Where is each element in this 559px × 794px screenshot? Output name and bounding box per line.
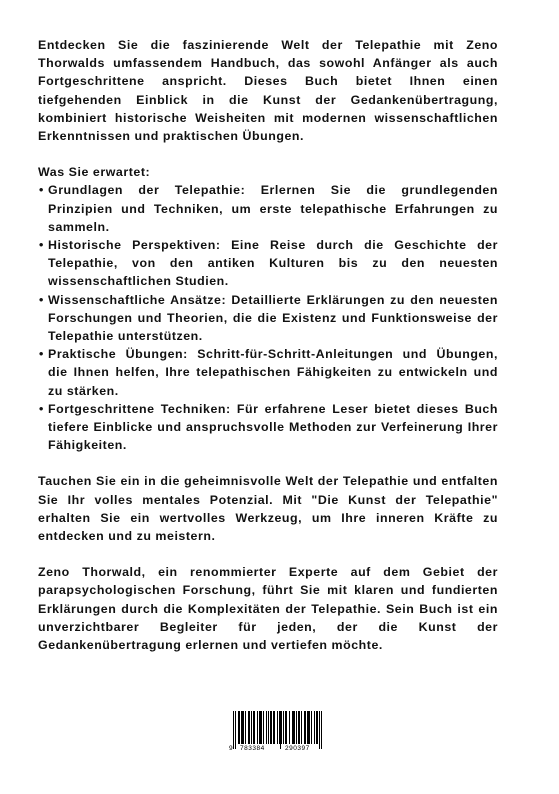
spacer bbox=[38, 145, 498, 163]
barcode-bar bbox=[257, 711, 258, 744]
list-item-text: Praktische Übungen: Schritt-für-Schritt-Anleitungen und Übungen, die Ihnen helfen, Ihre telepathischen Fähigkeiten zu entwickeln und zu stärken. bbox=[48, 347, 498, 398]
barcode-bar bbox=[311, 711, 312, 744]
barcode-left-group: 783384 bbox=[240, 745, 265, 752]
barcode-bar bbox=[279, 711, 280, 744]
bullet-icon: • bbox=[39, 347, 44, 362]
dive-in-paragraph: Tauchen Sie ein in die geheimnisvolle Welt der Telepathie und entfalten Sie Ihr volles mentales Potenzial. Mit "Die Kunst der Telepathie" erhalten Sie ein wertvolles Werkzeug, um Ihre inneren Kräfte zu entdecken und zu meistern. bbox=[38, 474, 498, 544]
barcode-bar bbox=[249, 711, 250, 744]
barcode-bar bbox=[292, 711, 293, 744]
isbn-barcode bbox=[230, 711, 322, 751]
barcode-bar bbox=[260, 711, 261, 744]
list-item bbox=[38, 345, 498, 400]
bullet-icon: • bbox=[39, 183, 44, 198]
barcode-bar bbox=[253, 711, 254, 744]
spacer bbox=[38, 545, 498, 563]
barcode-bar bbox=[263, 711, 264, 744]
bullet-icon: • bbox=[39, 292, 44, 307]
bullet-icon: • bbox=[39, 238, 44, 253]
barcode-bar bbox=[304, 711, 305, 744]
barcode-bar bbox=[251, 711, 252, 744]
barcode-bar bbox=[233, 711, 234, 749]
barcode-bar bbox=[259, 711, 260, 744]
barcode-bar bbox=[309, 711, 310, 744]
barcode-bar bbox=[286, 711, 287, 744]
feature-list bbox=[38, 181, 498, 454]
barcode-bar bbox=[268, 711, 269, 744]
barcode-bar bbox=[294, 711, 295, 744]
back-cover-text bbox=[38, 36, 498, 654]
barcode-bar bbox=[283, 711, 284, 744]
barcode-bar bbox=[271, 711, 272, 744]
barcode-bar bbox=[238, 711, 239, 744]
barcode-bar bbox=[239, 711, 240, 744]
list-item-text: Historische Perspektiven: Eine Reise durch die Geschichte der Telepathie, von den antiken Kulturen bis zu den neuesten wissenschaftlichen Studien. bbox=[48, 238, 498, 289]
barcode-bar bbox=[245, 711, 246, 744]
barcode-bar bbox=[270, 711, 271, 744]
author-paragraph: Zeno Thorwald, ein renommierter Experte auf dem Gebiet der parapsychologischen Forschung, führt Sie mit klaren und fundierten Erklärungen durch die Komplexitäten der Telepathie. Sein Buch ist ein unverzichtbarer Begleiter für jeden, der die Kunst der Gedankenübertragung erlernen und vertiefen möchte. bbox=[38, 565, 498, 653]
barcode-bar bbox=[266, 711, 267, 744]
list-item bbox=[38, 291, 498, 346]
barcode-bar bbox=[308, 711, 309, 744]
barcode-bar bbox=[235, 711, 236, 749]
barcode-bars bbox=[230, 711, 322, 749]
barcode-bar bbox=[243, 711, 244, 744]
expect-heading: Was Sie erwartet: bbox=[38, 165, 151, 180]
list-item-text: Wissenschaftliche Ansätze: Detaillierte Erklärungen zu den neuesten Forschungen und Theorien, die die Existenz und Funktionsweise der Telepathie unterstützen. bbox=[48, 292, 498, 344]
barcode-bar bbox=[280, 711, 281, 749]
list-item-text: Fortgeschrittene Techniken: Für erfahrene Leser bietet dieses Buch tiefere Einblicke und anspruchsvolle Methoden zur Verfeinerung Ihrer Fähigkeiten. bbox=[48, 401, 498, 453]
barcode-first-digit: 9 bbox=[229, 745, 234, 752]
barcode-right-group: 290397 bbox=[285, 745, 310, 752]
barcode-bar bbox=[285, 711, 286, 744]
barcode-bar bbox=[293, 711, 294, 744]
barcode-bar bbox=[281, 711, 282, 744]
bullet-icon: • bbox=[39, 401, 44, 416]
barcode-bar bbox=[277, 711, 278, 744]
list-item bbox=[38, 181, 498, 236]
barcode-bar bbox=[321, 711, 322, 749]
barcode-bar bbox=[273, 711, 274, 744]
barcode-bar bbox=[299, 711, 300, 744]
barcode-bar bbox=[242, 711, 243, 744]
barcode-bar bbox=[296, 711, 297, 744]
barcode-bar bbox=[261, 711, 262, 744]
barcode-bar bbox=[298, 711, 299, 744]
barcode-bar bbox=[316, 711, 317, 744]
intro-paragraph: Entdecken Sie die faszinierende Welt der Telepathie mit Zeno Thorwalds umfassendem Handbuch, das sowohl Anfänger als auch Fortgeschrittene anspricht. Dieses Buch bietet Ihnen einen tiefgehenden Einblick in die Kunst der Gedankenübertragung, kombiniert historische Weisheiten mit modernen wissenschaftlichen Erkenntnissen und praktischen Übungen. bbox=[38, 38, 498, 144]
barcode-bar bbox=[289, 711, 290, 744]
barcode-bar bbox=[314, 711, 315, 744]
barcode-bar bbox=[248, 711, 249, 744]
barcode-bar bbox=[301, 711, 302, 744]
list-item bbox=[38, 400, 498, 455]
barcode-bar bbox=[305, 711, 306, 744]
list-item bbox=[38, 236, 498, 291]
barcode-bar bbox=[319, 711, 320, 749]
barcode-bar bbox=[307, 711, 308, 744]
barcode-bar bbox=[254, 711, 255, 744]
barcode-bar bbox=[241, 711, 242, 744]
barcode-bar bbox=[274, 711, 275, 744]
list-item-text: Grundlagen der Telepathie: Erlernen Sie die grundlegenden Prinzipien und Techniken, um erste telepathische Erfahrungen zu sammeln. bbox=[48, 183, 498, 234]
spacer bbox=[38, 454, 498, 472]
barcode-bar bbox=[317, 711, 318, 744]
